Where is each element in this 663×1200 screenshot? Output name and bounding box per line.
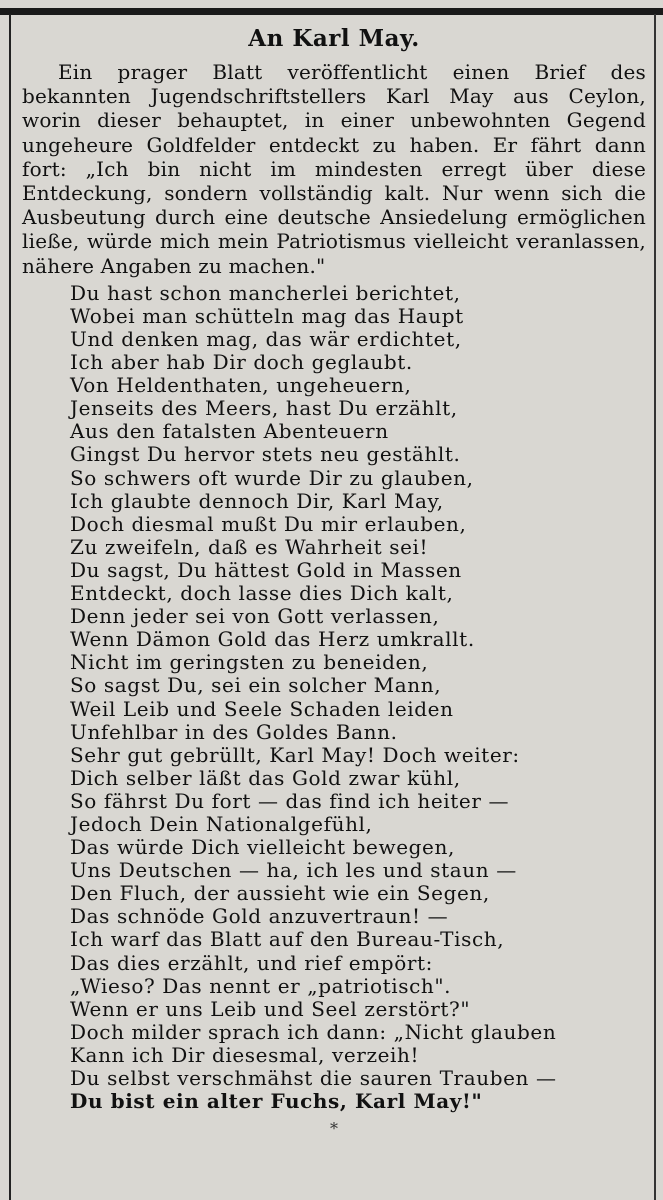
article-intro: Ein prager Blatt veröffentlicht einen Brief des bekannten Jugendschriftstellers Karl May aus Ceylon, worin dieser behauptet, in einer unbewohnten Gegend ungeheure Goldfelder entdeckt zu haben. Er fährt dann fort: „Ich bin nicht im mindesten erregt über diese Entdeckung, sondern vollständig kalt. Nur wenn sich die Ausbeutung durch eine deutsche Ansiedelung ermöglichen ließe, würde mich mein Patriotismus vielleicht veranlassen, nähere Angaben zu machen." [22, 60, 646, 278]
poem-line: Du bist ein alter Fuchs, Karl May!" [70, 1089, 483, 1114]
poem-line: Nicht im geringsten zu beneiden, [70, 650, 429, 675]
poem-line: Jedoch Dein Nationalgefühl, [70, 811, 373, 836]
poem-line: „Wieso? Das nennt er „patriotisch". [70, 973, 452, 998]
poem-line: Dich selber läßt das Gold zwar kühl, [70, 765, 461, 790]
poem-line: Weil Leib und Seele Schaden leiden [70, 696, 454, 721]
left-column-rule [9, 14, 11, 1200]
poem-line: Du selbst verschmähst die sauren Trauben — [70, 1066, 557, 1091]
poem-line: Ich glaubte dennoch Dir, Karl May, [70, 488, 444, 513]
poem-line: Das würde Dich vielleicht bewegen, [70, 835, 455, 860]
poem-line: Uns Deutschen — ha, ich les und staun — [70, 858, 517, 883]
poem-line: Aus den fatalsten Abenteuern [70, 419, 389, 444]
poem [22, 282, 646, 1113]
article-column [22, 24, 646, 1194]
poem-line: So schwers oft wurde Dir zu glauben, [70, 465, 474, 490]
poem-line: Doch milder sprach ich dann: „Nicht glauben [70, 1019, 557, 1044]
top-rule [0, 8, 663, 15]
poem-line: Entdeckt, doch lasse dies Dich kalt, [70, 581, 454, 606]
poem-line: Du sagst, Du hättest Gold in Massen [70, 557, 462, 582]
poem-line: Unfehlbar in des Goldes Bann. [70, 719, 398, 744]
poem-line: Wenn er uns Leib und Seel zerstört?" [70, 996, 471, 1021]
end-mark: * [330, 1119, 338, 1139]
poem-line: Wenn Dämon Gold das Herz umkrallt. [70, 627, 475, 652]
poem-line: Den Fluch, der aussieht wie ein Segen, [70, 881, 490, 906]
article-title: An Karl May. [248, 25, 420, 52]
poem-line: So fährst Du fort — das find ich heiter — [70, 788, 510, 813]
poem-line: Von Heldenthaten, ungeheuern, [70, 373, 412, 398]
poem-line: Sehr gut gebrüllt, Karl May! Doch weiter: [70, 742, 520, 767]
poem-line: Das dies erzählt, und rief empört: [70, 950, 433, 975]
poem-line: Und denken mag, das wär erdichtet, [70, 327, 462, 352]
poem-line: Ich warf das Blatt auf den Bureau-Tisch, [70, 927, 505, 952]
poem-line: Kann ich Dir diesesmal, verzeih! [70, 1042, 420, 1067]
poem-line: Jenseits des Meers, hast Du erzählt, [70, 396, 458, 421]
poem-line: Doch diesmal mußt Du mir erlauben, [70, 511, 467, 536]
right-column-rule [654, 14, 656, 1200]
poem-line: Zu zweifeln, daß es Wahrheit sei! [70, 534, 429, 559]
poem-line: Das schnöde Gold anzuvertraun! — [70, 904, 449, 929]
poem-line: So sagst Du, sei ein solcher Mann, [70, 673, 442, 698]
poem-line: Denn jeder sei von Gott verlassen, [70, 604, 440, 629]
poem-line: Ich aber hab Dir doch geglaubt. [70, 350, 413, 375]
poem-line: Du hast schon mancherlei berichtet, [70, 280, 461, 305]
poem-line: Wobei man schütteln mag das Haupt [70, 303, 464, 328]
poem-line: Gingst Du hervor stets neu gestählt. [70, 442, 461, 467]
